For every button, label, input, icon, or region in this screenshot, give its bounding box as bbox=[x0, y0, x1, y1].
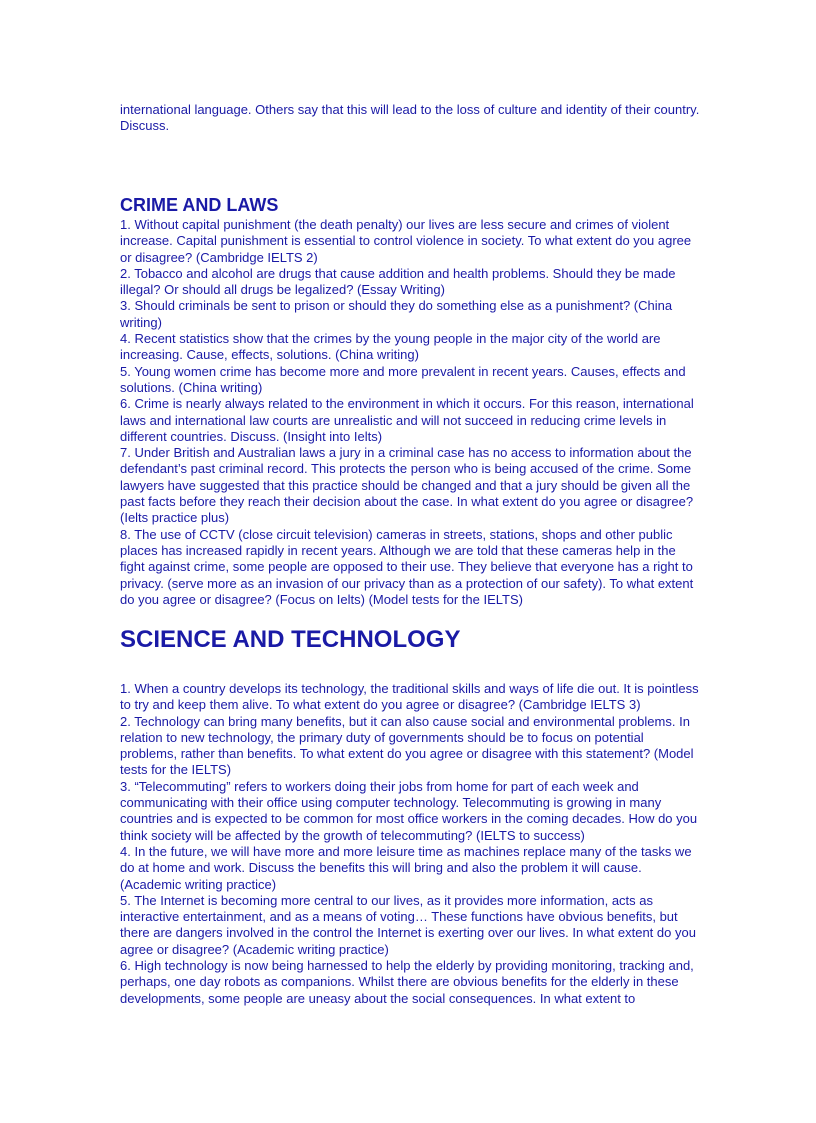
topic-item: 8. The use of CCTV (close circuit television) cameras in streets, stations, shops and other public places has increased rapidly in recent years. Although we are told that these cameras help in the fight against crime, some people are opposed to their use. They believe that everyone has a right to privacy. (serve more as an invasion of our privacy than as a protection of our safety). To what extent do you agree or disagree? (Focus on Ielts) (Model tests for the IELTS) bbox=[120, 526, 694, 607]
topic-item: 2. Technology can bring many benefits, but it can also cause social and environmental problems. In relation to new technology, the primary duty of governments should be to focus on potential problems, rather than benefits. To what extent do you agree or disagree with this statement? (Model tests for the IELTS) bbox=[120, 713, 694, 778]
topic-item: 3. “Telecommuting” refers to workers doing their jobs from home for part of each week and communicating with their office using computer technology. Telecommuting is growing in many countries and is expected to be common for most office workers in the coming decades. How do you think society will be affected by the growth of telecommuting? (IELTS to success) bbox=[120, 778, 698, 843]
section-heading-science: SCIENCE AND TECHNOLOGY bbox=[120, 626, 461, 653]
topic-item: 6. High technology is now being harnessed to help the elderly by providing monitoring, tracking and, perhaps, one day robots as companions. Whilst there are obvious benefits for the elderly in these developments, some people are uneasy about the social consequences. In what extent to bbox=[120, 958, 694, 1006]
topic-item: 6. Crime is nearly always related to the environment in which it occurs. For this reason, international laws and international law courts are unrealistic and will not succeed in reducing crime levels in different countries. Discuss. (Insight into Ielts) bbox=[120, 396, 694, 444]
topic-item: 4. In the future, we will have more and more leisure time as machines replace many of the tasks we do at home and work. Discuss the benefits this will bring and also the problem it will cause. (Academic writing practice) bbox=[120, 843, 692, 892]
section-heading-crime: CRIME AND LAWS bbox=[120, 195, 279, 215]
topic-item: 1. Without capital punishment (the death penalty) our lives are less secure and crimes of violent increase. Capital punishment is essential to control violence in society. To what extent do you agree or disagree? (Cambridge IELTS 2) bbox=[120, 217, 692, 265]
topic-item: 1. When a country develops its technology, the traditional skills and ways of life die out. It is pointless to try and keep them alive. To what extent do you agree or disagree? (Cambridge IELTS 3) bbox=[120, 681, 699, 713]
topic-item: 5. The Internet is becoming more central to our lives, as it provides more information, acts as interactive entertainment, and as a means of voting… These functions have obvious benefits, but there are dangers involved in the control the Internet is exerting over our lives. In what extent do you agree or disagree? (Academic writing practice) bbox=[120, 892, 696, 957]
topic-item: 5. Young women crime has become more and more prevalent in recent years. Causes, effects and solutions. (China writing) bbox=[120, 363, 686, 395]
intro-section bbox=[120, 102, 700, 135]
topic-item: 3. Should criminals be sent to prison or should they do something else as a punishment? (China writing) bbox=[120, 298, 673, 330]
crime-and-laws-section bbox=[120, 193, 700, 608]
topic-item: 4. Recent statistics show that the crimes by the young people in the major city of the world are increasing. Cause, effects, solutions. (China writing) bbox=[120, 331, 661, 363]
topic-item: 7. Under British and Australian laws a jury in a criminal case has no access to information about the defendant’s past criminal record. This protects the person who is being accused of the crime. Some lawyers have suggested that this practice should be changed and that a jury should be given all the past facts before they reach their decision about the case. In what extent do you agree or disagree? (Ielts practice plus) bbox=[120, 445, 694, 526]
science-and-technology-section bbox=[120, 624, 700, 1007]
topic-item: 2. Tobacco and alcohol are drugs that cause addition and health problems. Should they be made illegal? Or should all drugs be legalized? (Essay Writing) bbox=[120, 265, 676, 298]
intro-paragraph: international language. Others say that this will lead to the loss of culture and identity of their country. Discuss. bbox=[120, 102, 700, 134]
